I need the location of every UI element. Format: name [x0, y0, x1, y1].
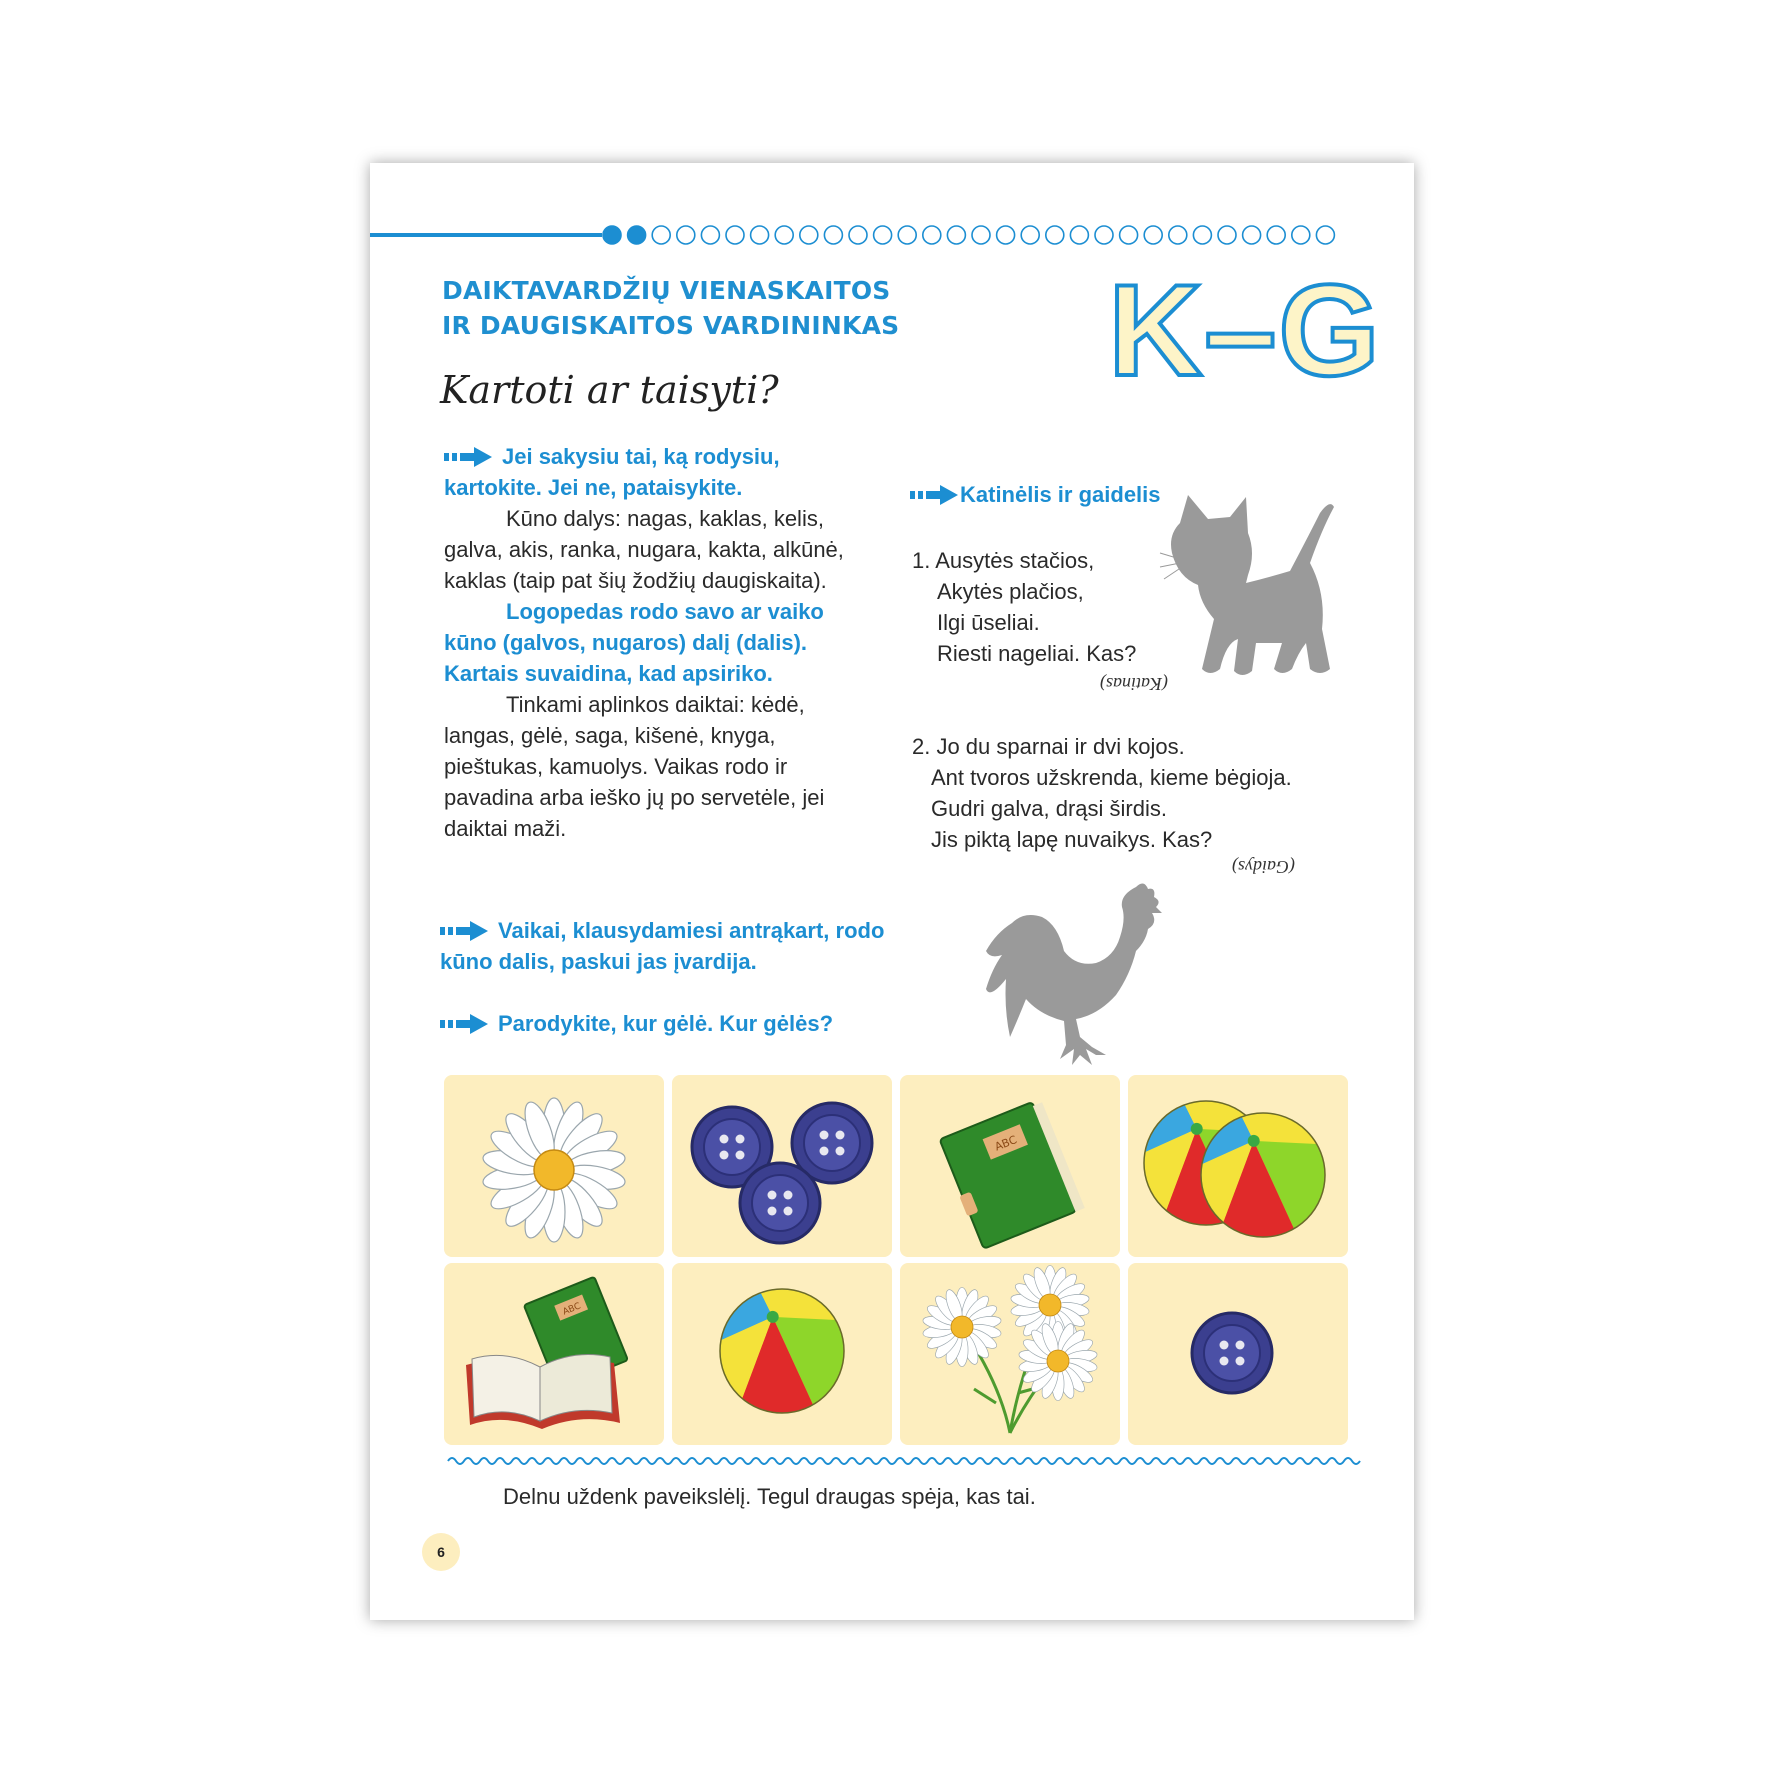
progress-dot	[1218, 226, 1236, 244]
three-buttons-icon	[672, 1075, 892, 1257]
two-balls-icon	[1128, 1075, 1348, 1257]
progress-dot	[923, 226, 941, 244]
page-number: 6	[422, 1533, 460, 1571]
riddle-2: 2. Jo du sparnai ir dvi kojos. Ant tvoros užskrenda, kieme bėgioja. Gudri galva, drąsi širdis. Jis piktą lapę nuvaikys. Kas?	[912, 734, 1292, 852]
progress-dot	[1120, 226, 1138, 244]
progress-dot	[726, 226, 744, 244]
objects-paragraph: Tinkami aplinkos daiktai: kėdė, langas, gėlė, saga, kišenė, knyga, pieštukas, kamuolys. Vaikas rodo ir pavadina arba ieško jų po servetėle, jei daiktai maži.	[444, 692, 825, 841]
progress-dot-filled	[628, 226, 646, 244]
tile-daisies[interactable]	[900, 1263, 1120, 1445]
title-line-1: DAIKTAVARDŽIŲ VIENASKAITOS	[442, 276, 891, 305]
tile-two-balls[interactable]	[1128, 1075, 1348, 1257]
daisy-icon	[444, 1075, 664, 1257]
daisies-icon	[900, 1263, 1120, 1445]
arrow-icon	[440, 1014, 488, 1034]
rooster-silhouette-icon	[980, 879, 1170, 1075]
progress-dot	[824, 226, 842, 244]
progress-dot	[1292, 226, 1310, 244]
progress-dot	[677, 226, 695, 244]
footer-caption: Delnu uždenk paveikslėlį. Tegul draugas spėja, kas tai.	[503, 1484, 1036, 1509]
progress-dot	[1316, 226, 1334, 244]
progress-dot	[898, 226, 916, 244]
tile-three-buttons[interactable]	[672, 1075, 892, 1257]
progress-dot	[1243, 226, 1261, 244]
cat-silhouette-icon	[1160, 493, 1340, 683]
instruction-3: Vaikai, klausydamiesi antrąkart, rodo kūno dalis, paskui jas įvardija.	[440, 918, 885, 974]
answer-2: (Gaidys)	[1232, 857, 1295, 877]
green-book-icon	[900, 1075, 1120, 1257]
progress-dot	[652, 226, 670, 244]
progress-dot	[849, 226, 867, 244]
progress-dot-filled	[603, 226, 621, 244]
tile-daisy[interactable]	[444, 1075, 664, 1257]
letters-k-g	[1108, 257, 1382, 403]
progress-dot	[701, 226, 719, 244]
picture-grid	[444, 1075, 1354, 1445]
tile-ball[interactable]	[672, 1263, 892, 1445]
arrow-icon	[910, 485, 958, 505]
title-line-2: IR DAUGISKAITOS VARDININKAS	[442, 311, 900, 340]
arrow-icon	[440, 921, 488, 941]
progress-dot	[947, 226, 965, 244]
left-column	[444, 441, 854, 844]
progress-dot	[775, 226, 793, 244]
progress-dot	[1070, 226, 1088, 244]
progress-dot	[751, 226, 769, 244]
books-icon	[444, 1263, 664, 1445]
instruction-4: Parodykite, kur gėlė. Kur gėlės?	[440, 1008, 910, 1039]
button-icon	[1128, 1263, 1348, 1445]
instruction-2: Logopedas rodo savo ar vaiko kūno (galvos, nugaros) dalį (dalis). Kartais suvaidina, kad apsiriko.	[444, 599, 824, 686]
workbook-page	[370, 163, 1414, 1620]
progress-dot	[1144, 226, 1162, 244]
progress-dot	[997, 226, 1015, 244]
riddle-1: 1. Ausytės stačios, Akytės plačios, Ilgi ūseliai. Riesti nageliai. Kas?	[912, 548, 1137, 666]
svg-text:ABC: ABC	[992, 1133, 1019, 1154]
instruction-1: Jei sakysiu tai, ką rodysiu, kartokite. Jei ne, pataisykite.	[444, 444, 780, 500]
progress-dot	[874, 226, 892, 244]
tile-button[interactable]	[1128, 1263, 1348, 1445]
ball-icon	[672, 1263, 892, 1445]
page-title	[442, 273, 1002, 343]
progress-dot	[1095, 226, 1113, 244]
progress-dot	[1193, 226, 1211, 244]
progress-dot	[1169, 226, 1187, 244]
progress-dot	[972, 226, 990, 244]
svg-text:ABC: ABC	[561, 1301, 583, 1318]
progress-dot	[1046, 226, 1064, 244]
arrow-icon	[444, 447, 492, 467]
progress-dot	[800, 226, 818, 244]
tile-books[interactable]	[444, 1263, 664, 1445]
wavy-divider	[448, 1453, 1348, 1469]
progress-bar	[370, 223, 1414, 247]
progress-dot	[1021, 226, 1039, 244]
tile-green-book[interactable]	[900, 1075, 1120, 1257]
answer-1: (Katinas)	[1100, 674, 1169, 694]
letters-text: K–G	[1108, 257, 1382, 403]
page-subtitle: Kartoti ar taisyti?	[440, 368, 779, 412]
body-parts-paragraph: Kūno dalys: nagas, kaklas, kelis, galva, akis, ranka, nugara, kakta, alkūnė, kaklas (taip pat šių žodžių daugiskaita).	[444, 506, 844, 593]
riddles-heading: Katinėlis ir gaidelis	[910, 479, 1161, 510]
progress-dot	[1267, 226, 1285, 244]
